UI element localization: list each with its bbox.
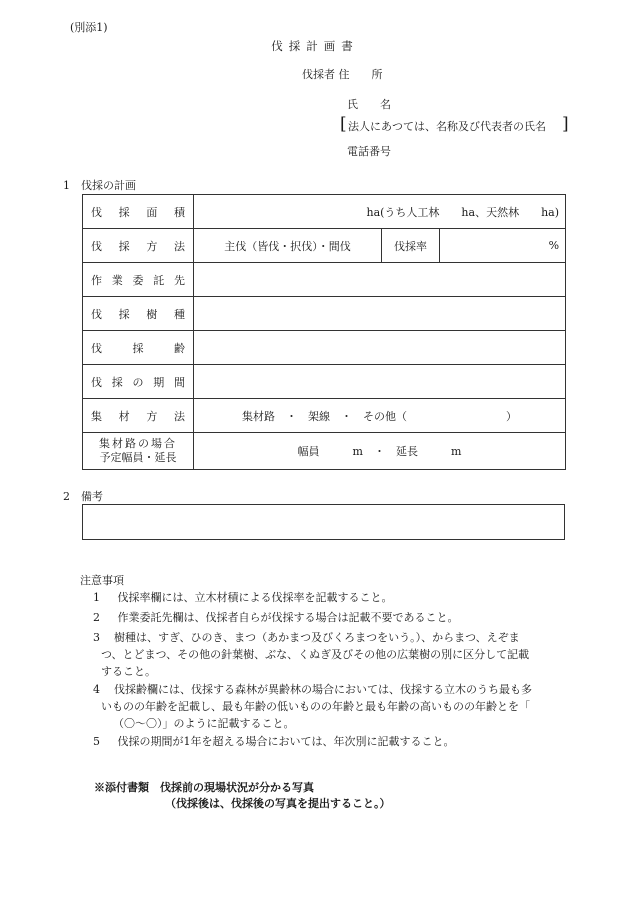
skidding-label: 集 材 方 法	[83, 399, 194, 433]
note-text: いものの年齢を記載し、最も年齢の低いものの年齢と最も年齢の高いものの年齢とを「	[101, 700, 530, 713]
note-text: すること。	[101, 665, 156, 678]
name-label: 氏 名	[347, 98, 391, 111]
table-row	[83, 263, 566, 297]
note-item	[93, 733, 573, 750]
note-item	[93, 589, 573, 606]
rate-label: 伐採率	[382, 229, 440, 263]
age-value[interactable]	[194, 331, 566, 365]
left-bracket: [	[340, 114, 347, 134]
note-item	[93, 609, 573, 626]
remarks-box[interactable]	[82, 504, 565, 540]
note-number: 1	[93, 591, 100, 604]
attachment-note: ※添付書類 伐採前の現場状況が分かる写真	[94, 781, 314, 794]
note-number: 5	[93, 735, 100, 748]
road-label-line1: 集材路の場合	[99, 437, 177, 450]
note-text: 伐採の期間が1年を超える場合においては、年次別に記載すること。	[117, 735, 455, 748]
attachment-label: (別添1)	[70, 21, 108, 34]
note-item	[93, 629, 573, 680]
address-label: 伐採者 住 所	[302, 68, 383, 81]
note-text: 伐採率欄には、立木材積による伐採率を記載すること。	[117, 591, 393, 604]
note-number: 4	[93, 683, 100, 696]
note-text: 伐採齢欄には、伐採する森林が異齢林の場合においては、伐採する立木のうち最も多	[114, 683, 532, 696]
note-text: つ、とどまつ、その他の針葉樹、ぶな、くぬぎ及びその他の広葉樹の別に区分して記載	[101, 648, 530, 661]
corporation-note-text: 法人にあつては、名称及び代表者の氏名	[348, 120, 546, 133]
method-value[interactable]: 主伐（皆伐・択伐）・間伐	[194, 229, 382, 263]
road-label	[83, 433, 194, 470]
skidding-value[interactable]: 集材路 ・ 架線 ・ その他（ ）	[194, 399, 566, 433]
table-row	[83, 331, 566, 365]
table-row	[83, 229, 566, 263]
table-row	[83, 433, 566, 470]
note-text: （〇〜〇）」のように記載すること。	[113, 717, 295, 730]
notes-title: 注意事項	[80, 574, 124, 587]
phone-label: 電話番号	[347, 145, 391, 158]
page-title: 伐採計画書	[271, 39, 359, 53]
note-number: 3	[93, 631, 100, 644]
road-value[interactable]: 幅員 m ・ 延長 m	[194, 433, 566, 470]
period-label: 伐 採 の 期 間	[83, 365, 194, 399]
table-row	[83, 195, 566, 229]
right-bracket: ]	[562, 114, 569, 134]
section-2-heading: 2 備考	[63, 490, 103, 503]
area-label	[83, 195, 194, 229]
note-item	[93, 681, 573, 732]
felling-plan-table	[82, 194, 566, 470]
note-number: 2	[93, 611, 100, 624]
table-row	[83, 365, 566, 399]
method-label: 伐 採 方 法	[83, 229, 194, 263]
contractor-label: 作 業 委 託 先	[83, 263, 194, 297]
species-value[interactable]	[194, 297, 566, 331]
attachment-note-sub: （伐採後は、伐採後の写真を提出すること。）	[165, 797, 391, 810]
contractor-value[interactable]	[194, 263, 566, 297]
period-value[interactable]	[194, 365, 566, 399]
table-row	[83, 399, 566, 433]
species-label: 伐 採 樹 種	[83, 297, 194, 331]
rate-value[interactable]: %	[440, 229, 566, 263]
area-value[interactable]: ha(うち人工林 ha、天然林 ha)	[194, 195, 566, 229]
road-label-line2: 予定幅員・延長	[99, 451, 177, 464]
area-label-text: 伐 採 面 積	[91, 205, 185, 219]
table-row	[83, 297, 566, 331]
note-text: 樹種は、すぎ、ひのき、まつ（あかまつ及びくろまつをいう。）、からまつ、えぞま	[114, 631, 520, 644]
note-text: 作業委託先欄は、伐採者自らが伐採する場合は記載不要であること。	[117, 611, 459, 624]
age-label: 伐 採 齢	[83, 331, 194, 365]
section-1-heading: 1 伐採の計画	[63, 179, 136, 192]
